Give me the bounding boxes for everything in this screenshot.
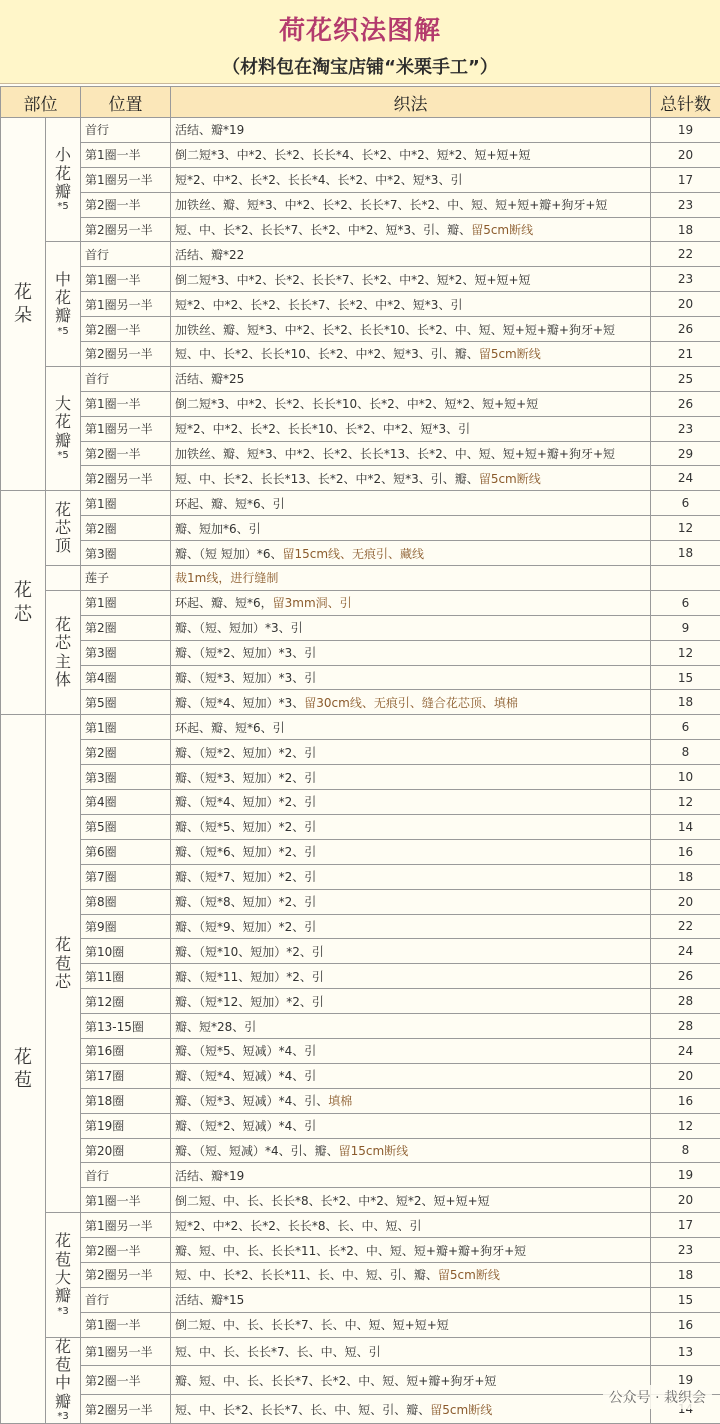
technique-text: 加铁丝、瓣、短*3、中*2、长*2、长长*10、长*2、中、短、短+短+瓣+狗牙+短 <box>175 323 615 337</box>
technique-text: 环起、瓣、短*6、引 <box>175 497 285 511</box>
page-header <box>0 0 720 84</box>
technique-text: 瓣、（短*2、短加）*2、引 <box>175 746 316 760</box>
technique-text: 倒二短、中、长、长长*7、长、中、短、短+短+短 <box>175 1318 449 1332</box>
table-row <box>1 1337 720 1366</box>
row-position: 第1圈 <box>81 491 171 516</box>
row-stitch-count: 18 <box>651 1262 720 1287</box>
row-position: 第1圈 <box>81 590 171 615</box>
technique-note: 留15cm线、无痕引、藏线 <box>282 547 424 561</box>
row-stitch-count: 14 <box>651 814 720 839</box>
row-position: 第4圈 <box>81 665 171 690</box>
technique-text: 瓣、（短*5、短减）*4、引 <box>175 1044 316 1058</box>
row-position: 第17圈 <box>81 1063 171 1088</box>
row-stitch-count: 18 <box>651 864 720 889</box>
row-technique <box>171 715 651 740</box>
row-position: 第1圈一半 <box>81 1188 171 1213</box>
table-row <box>1 914 720 939</box>
row-position: 第3圈 <box>81 640 171 665</box>
row-stitch-count: 19 <box>651 1163 720 1188</box>
technique-text: 短、中、长*2、长长*11、长、中、短、引、瓣、 <box>175 1268 438 1282</box>
row-position: 第2圈一半 <box>81 441 171 466</box>
row-position: 第2圈另一半 <box>81 466 171 491</box>
technique-text: 瓣、（短*3、短加）*2、引 <box>175 771 316 785</box>
table-row <box>1 142 720 167</box>
technique-note: 填棉 <box>328 1094 352 1108</box>
technique-text: 瓣、（短*10、短加）*2、引 <box>175 945 324 959</box>
table-header-row <box>1 87 720 118</box>
row-position: 第9圈 <box>81 914 171 939</box>
row-technique <box>171 590 651 615</box>
table-row <box>1 814 720 839</box>
table-row <box>1 989 720 1014</box>
row-stitch-count: 21 <box>651 342 720 367</box>
row-position: 首行 <box>81 1163 171 1188</box>
table-row <box>1 566 720 591</box>
row-position: 第12圈 <box>81 989 171 1014</box>
row-position: 第2圈一半 <box>81 1366 171 1395</box>
table-row <box>1 1262 720 1287</box>
row-position: 第1圈另一半 <box>81 1337 171 1366</box>
row-technique <box>171 466 651 491</box>
table-row <box>1 1287 720 1312</box>
technique-text: 瓣、（短*3、短减）*4、引、 <box>175 1094 328 1108</box>
row-technique <box>171 964 651 989</box>
part-group-label: 花 芯 <box>1 491 46 715</box>
table-row <box>1 1014 720 1039</box>
row-stitch-count: 22 <box>651 914 720 939</box>
table-row <box>1 1063 720 1088</box>
row-stitch-count: 12 <box>651 516 720 541</box>
row-position: 第13-15圈 <box>81 1014 171 1039</box>
technique-text: 瓣、短、中、长、长长*7、长*2、中、短、短+瓣+狗牙+短 <box>175 1374 496 1388</box>
table-row <box>1 292 720 317</box>
table-body <box>1 118 720 1424</box>
row-stitch-count: 23 <box>651 1238 720 1263</box>
row-technique <box>171 1287 651 1312</box>
table-row <box>1 864 720 889</box>
row-stitch-count: 20 <box>651 142 720 167</box>
row-technique <box>171 1366 651 1395</box>
technique-text: 短、中、长*2、长长*7、长、中、短、引、瓣、 <box>175 1403 430 1417</box>
technique-text: 加铁丝、瓣、短*3、中*2、长*2、长长*13、长*2、中、短、短+短+瓣+狗牙+短 <box>175 447 615 461</box>
technique-text: 瓣、（短*11、短加）*2、引 <box>175 970 324 984</box>
table-row <box>1 416 720 441</box>
subpart-count: *3 <box>48 1306 78 1318</box>
table-row <box>1 1088 720 1113</box>
table-row <box>1 889 720 914</box>
row-position: 首行 <box>81 366 171 391</box>
row-stitch-count: 28 <box>651 989 720 1014</box>
row-technique <box>171 1188 651 1213</box>
row-position: 第2圈另一半 <box>81 1262 171 1287</box>
row-stitch-count: 18 <box>651 217 720 242</box>
row-position: 首行 <box>81 118 171 143</box>
row-technique <box>171 342 651 367</box>
technique-note: 留5cm断线 <box>438 1268 500 1282</box>
technique-note: 留5cm断线 <box>479 472 541 486</box>
row-position: 第1圈一半 <box>81 391 171 416</box>
technique-text: 短、中、长*2、长长*7、长*2、中*2、短*3、引、瓣、 <box>175 223 471 237</box>
row-stitch-count: 12 <box>651 640 720 665</box>
row-technique <box>171 615 651 640</box>
part-group-label: 花 朵 <box>1 118 46 491</box>
row-stitch-count: 20 <box>651 292 720 317</box>
technique-text: 短*2、中*2、长*2、长长*10、长*2、中*2、短*3、引 <box>175 422 470 436</box>
row-stitch-count: 26 <box>651 317 720 342</box>
row-position: 第3圈 <box>81 765 171 790</box>
technique-text: 加铁丝、瓣、短*3、中*2、长*2、长长*7、长*2、中、短、短+短+瓣+狗牙+短 <box>175 198 607 212</box>
technique-note: 留5cm断线 <box>479 347 541 361</box>
row-position: 第1圈一半 <box>81 267 171 292</box>
row-technique <box>171 1038 651 1063</box>
row-stitch-count: 22 <box>651 242 720 267</box>
row-stitch-count: 23 <box>651 416 720 441</box>
technique-text: 活结、瓣*15 <box>175 1293 244 1307</box>
technique-text: 活结、瓣*19 <box>175 1169 244 1183</box>
technique-note: 裁1m线，进行缝制 <box>175 571 278 585</box>
row-technique <box>171 1014 651 1039</box>
subpart-label: 花 苞 中 瓣 *3 <box>46 1337 81 1424</box>
row-stitch-count: 20 <box>651 1188 720 1213</box>
row-technique <box>171 1312 651 1337</box>
col-header-stitches: 总针数 <box>651 87 720 118</box>
technique-text: 倒二短、中、长、长长*8、长*2、中*2、短*2、短+短+短 <box>175 1194 490 1208</box>
table-row <box>1 665 720 690</box>
table-row <box>1 790 720 815</box>
table-row <box>1 317 720 342</box>
table-row <box>1 441 720 466</box>
table-row <box>1 366 720 391</box>
row-position: 第3圈 <box>81 541 171 566</box>
row-position: 首行 <box>81 1287 171 1312</box>
row-stitch-count: 18 <box>651 690 720 715</box>
row-position: 第1圈一半 <box>81 1312 171 1337</box>
table-row <box>1 466 720 491</box>
row-technique <box>171 391 651 416</box>
row-technique <box>171 814 651 839</box>
row-position: 第8圈 <box>81 889 171 914</box>
technique-note: 留15cm断线 <box>339 1144 409 1158</box>
table-row <box>1 1312 720 1337</box>
subpart-label: 花 芯 主 体 <box>46 590 81 714</box>
row-stitch-count: 15 <box>651 665 720 690</box>
technique-text: 短*2、中*2、长*2、长长*7、长*2、中*2、短*3、引 <box>175 298 462 312</box>
table-row <box>1 715 720 740</box>
row-stitch-count: 20 <box>651 1063 720 1088</box>
technique-text: 瓣、（短 短加）*6、 <box>175 547 282 561</box>
technique-text: 倒二短*3、中*2、长*2、长长*4、长*2、中*2、短*2、短+短+短 <box>175 148 531 162</box>
technique-text: 倒二短*3、中*2、长*2、长长*10、长*2、中*2、短*2、短+短+短 <box>175 397 538 411</box>
table-row <box>1 1238 720 1263</box>
table-row <box>1 391 720 416</box>
technique-text: 短、中、长*2、长长*10、长*2、中*2、短*3、引、瓣、 <box>175 347 479 361</box>
subpart-label: 小 花 瓣 *5 <box>46 118 81 242</box>
technique-text: 瓣、（短、短减）*4、引、瓣、 <box>175 1144 339 1158</box>
table-row <box>1 217 720 242</box>
table-row <box>1 839 720 864</box>
table-row <box>1 765 720 790</box>
row-stitch-count: 16 <box>651 1088 720 1113</box>
technique-text: 瓣、短加*6、引 <box>175 522 261 536</box>
row-stitch-count: 16 <box>651 839 720 864</box>
row-stitch-count: 6 <box>651 715 720 740</box>
technique-text: 活结、瓣*19 <box>175 123 244 137</box>
table-row <box>1 1138 720 1163</box>
technique-text: 瓣、（短*7、短加）*2、引 <box>175 870 316 884</box>
row-technique <box>171 640 651 665</box>
technique-note: 留5cm断线 <box>430 1403 492 1417</box>
row-technique <box>171 491 651 516</box>
subpart-count: *5 <box>48 201 78 213</box>
subpart-label: 花 芯 顶 <box>46 491 81 566</box>
row-technique <box>171 541 651 566</box>
row-position: 第2圈另一半 <box>81 342 171 367</box>
technique-text: 短、中、长*2、长长*13、长*2、中*2、短*3、引、瓣、 <box>175 472 479 486</box>
row-position: 第4圈 <box>81 790 171 815</box>
row-position: 第2圈另一半 <box>81 1395 171 1424</box>
table-row <box>1 690 720 715</box>
row-stitch-count: 6 <box>651 590 720 615</box>
subpart-label <box>46 566 81 591</box>
row-position: 第1圈另一半 <box>81 416 171 441</box>
technique-text: 瓣、（短*3、短加）*3、引 <box>175 671 316 685</box>
row-technique <box>171 441 651 466</box>
row-technique <box>171 889 651 914</box>
technique-text: 瓣、短、中、长、长长*11、长*2、中、短、短+瓣+瓣+狗牙+短 <box>175 1244 526 1258</box>
row-stitch-count: 10 <box>651 765 720 790</box>
row-technique <box>171 317 651 342</box>
row-technique <box>171 790 651 815</box>
technique-text: 瓣、（短*6、短加）*2、引 <box>175 845 316 859</box>
technique-text: 瓣、（短*2、短减）*4、引 <box>175 1119 316 1133</box>
row-technique <box>171 1113 651 1138</box>
technique-text: 活结、瓣*22 <box>175 248 244 262</box>
row-position: 第1圈另一半 <box>81 292 171 317</box>
row-position: 第2圈另一半 <box>81 217 171 242</box>
technique-text: 环起、瓣、短*6、引 <box>175 721 285 735</box>
technique-text: 短、中、长、长长*7、长、中、短、引 <box>175 1345 381 1359</box>
row-stitch-count: 6 <box>651 491 720 516</box>
row-technique <box>171 1337 651 1366</box>
row-stitch-count: 26 <box>651 391 720 416</box>
row-technique <box>171 167 651 192</box>
table-row <box>1 1163 720 1188</box>
row-technique <box>171 864 651 889</box>
technique-note: 留30cm线、无痕引、缝合花芯顶、填棉 <box>304 696 518 710</box>
row-stitch-count: 23 <box>651 267 720 292</box>
row-stitch-count: 28 <box>651 1014 720 1039</box>
technique-text: 瓣、（短*5、短加）*2、引 <box>175 820 316 834</box>
row-position: 第5圈 <box>81 814 171 839</box>
row-position: 第1圈一半 <box>81 142 171 167</box>
row-position: 第1圈 <box>81 715 171 740</box>
row-stitch-count: 24 <box>651 466 720 491</box>
row-stitch-count: 29 <box>651 441 720 466</box>
row-technique <box>171 267 651 292</box>
row-technique <box>171 939 651 964</box>
row-position: 首行 <box>81 242 171 267</box>
row-stitch-count: 8 <box>651 1138 720 1163</box>
col-header-part: 部位 <box>1 87 81 118</box>
technique-text: 瓣、（短*12、短加）*2、引 <box>175 995 324 1009</box>
row-position: 莲子 <box>81 566 171 591</box>
pattern-table <box>0 86 720 1424</box>
row-technique <box>171 740 651 765</box>
table-row <box>1 1213 720 1238</box>
row-technique <box>171 142 651 167</box>
table-row <box>1 192 720 217</box>
table-row <box>1 118 720 143</box>
technique-note: 留5cm断线 <box>471 223 533 237</box>
watermark: 公众号 · 栽织会 <box>603 1385 712 1409</box>
row-stitch-count: 13 <box>651 1337 720 1366</box>
subpart-count: *5 <box>48 326 78 338</box>
row-position: 第1圈另一半 <box>81 167 171 192</box>
technique-text: 瓣、短*28、引 <box>175 1020 256 1034</box>
row-technique <box>171 1138 651 1163</box>
row-technique <box>171 192 651 217</box>
row-stitch-count: 12 <box>651 790 720 815</box>
row-position: 第2圈 <box>81 615 171 640</box>
row-stitch-count: 19 <box>651 118 720 143</box>
technique-text: 瓣、（短、短加）*3、引 <box>175 621 303 635</box>
technique-text: 瓣、（短*4、短加）*2、引 <box>175 795 316 809</box>
technique-text: 短*2、中*2、长*2、长长*8、长、中、短、引 <box>175 1219 422 1233</box>
table-row <box>1 516 720 541</box>
row-technique <box>171 242 651 267</box>
page-title: 荷花织法图解 <box>0 10 720 47</box>
row-stitch-count <box>651 566 720 591</box>
table-row <box>1 242 720 267</box>
technique-text: 瓣、（短*4、短加）*3、 <box>175 696 304 710</box>
row-technique <box>171 1063 651 1088</box>
row-technique <box>171 118 651 143</box>
row-position: 第2圈一半 <box>81 192 171 217</box>
row-position: 第5圈 <box>81 690 171 715</box>
table-row <box>1 1188 720 1213</box>
col-header-technique: 织法 <box>171 87 651 118</box>
part-group-label: 花 苞 <box>1 715 46 1424</box>
row-technique <box>171 690 651 715</box>
subpart-count: *5 <box>48 450 78 462</box>
row-position: 第20圈 <box>81 1138 171 1163</box>
row-stitch-count: 24 <box>651 939 720 964</box>
row-stitch-count: 17 <box>651 1213 720 1238</box>
table-row <box>1 939 720 964</box>
row-technique <box>171 1262 651 1287</box>
row-stitch-count: 9 <box>651 615 720 640</box>
technique-text: 瓣、（短*2、短加）*3、引 <box>175 646 316 660</box>
row-stitch-count: 12 <box>651 1113 720 1138</box>
row-position: 第2圈一半 <box>81 317 171 342</box>
row-stitch-count: 17 <box>651 167 720 192</box>
row-position: 第1圈另一半 <box>81 1213 171 1238</box>
row-position: 第2圈一半 <box>81 1238 171 1263</box>
row-position: 第19圈 <box>81 1113 171 1138</box>
row-technique <box>171 1163 651 1188</box>
table-row <box>1 167 720 192</box>
row-stitch-count: 24 <box>651 1038 720 1063</box>
row-technique <box>171 1213 651 1238</box>
table-row <box>1 541 720 566</box>
table-row <box>1 964 720 989</box>
table-row <box>1 491 720 516</box>
row-technique <box>171 516 651 541</box>
row-technique <box>171 416 651 441</box>
table-row <box>1 342 720 367</box>
subpart-label: 花 苞 大 瓣 *3 <box>46 1213 81 1337</box>
technique-text: 瓣、（短*8、短加）*2、引 <box>175 895 316 909</box>
row-technique <box>171 217 651 242</box>
row-technique <box>171 366 651 391</box>
row-stitch-count: 15 <box>651 1287 720 1312</box>
row-stitch-count: 25 <box>651 366 720 391</box>
row-technique <box>171 1395 651 1424</box>
row-technique <box>171 839 651 864</box>
row-technique <box>171 914 651 939</box>
row-position: 第11圈 <box>81 964 171 989</box>
row-stitch-count: 23 <box>651 192 720 217</box>
technique-text: 瓣、（短*4、短减）*4、引 <box>175 1069 316 1083</box>
row-stitch-count: 26 <box>651 964 720 989</box>
subpart-count: *3 <box>48 1411 78 1423</box>
table-row <box>1 590 720 615</box>
subpart-label: 花 苞 芯 <box>46 715 81 1213</box>
row-stitch-count: 19 <box>651 1366 720 1395</box>
row-technique <box>171 566 651 591</box>
row-stitch-count: 18 <box>651 541 720 566</box>
table-row <box>1 740 720 765</box>
row-technique <box>171 765 651 790</box>
row-position: 第10圈 <box>81 939 171 964</box>
table-row <box>1 1038 720 1063</box>
technique-text: 环起、瓣、短*6， <box>175 596 273 610</box>
row-position: 第18圈 <box>81 1088 171 1113</box>
technique-text: 短*2、中*2、长*2、长长*4、长*2、中*2、短*3、引 <box>175 173 462 187</box>
row-position: 第6圈 <box>81 839 171 864</box>
technique-note: 留3mm洞、引 <box>273 596 352 610</box>
col-header-position: 位置 <box>81 87 171 118</box>
row-technique <box>171 1088 651 1113</box>
row-position: 第2圈 <box>81 516 171 541</box>
subpart-label: 中 花 瓣 *5 <box>46 242 81 366</box>
row-technique <box>171 665 651 690</box>
row-position: 第16圈 <box>81 1038 171 1063</box>
technique-text: 瓣、（短*9、短加）*2、引 <box>175 920 316 934</box>
subpart-label: 大 花 瓣 *5 <box>46 366 81 490</box>
technique-text: 倒二短*3、中*2、长*2、长长*7、长*2、中*2、短*2、短+短+短 <box>175 273 531 287</box>
table-row <box>1 267 720 292</box>
row-technique <box>171 1238 651 1263</box>
row-stitch-count: 16 <box>651 1312 720 1337</box>
row-technique <box>171 292 651 317</box>
table-row <box>1 640 720 665</box>
technique-text: 活结、瓣*25 <box>175 372 244 386</box>
row-position: 第2圈 <box>81 740 171 765</box>
row-stitch-count: 8 <box>651 740 720 765</box>
row-technique <box>171 989 651 1014</box>
table-row <box>1 615 720 640</box>
page-subtitle: （材料包在淘宝店铺“米栗手工”） <box>0 53 720 79</box>
table-row <box>1 1113 720 1138</box>
row-stitch-count: 20 <box>651 889 720 914</box>
row-position: 第7圈 <box>81 864 171 889</box>
